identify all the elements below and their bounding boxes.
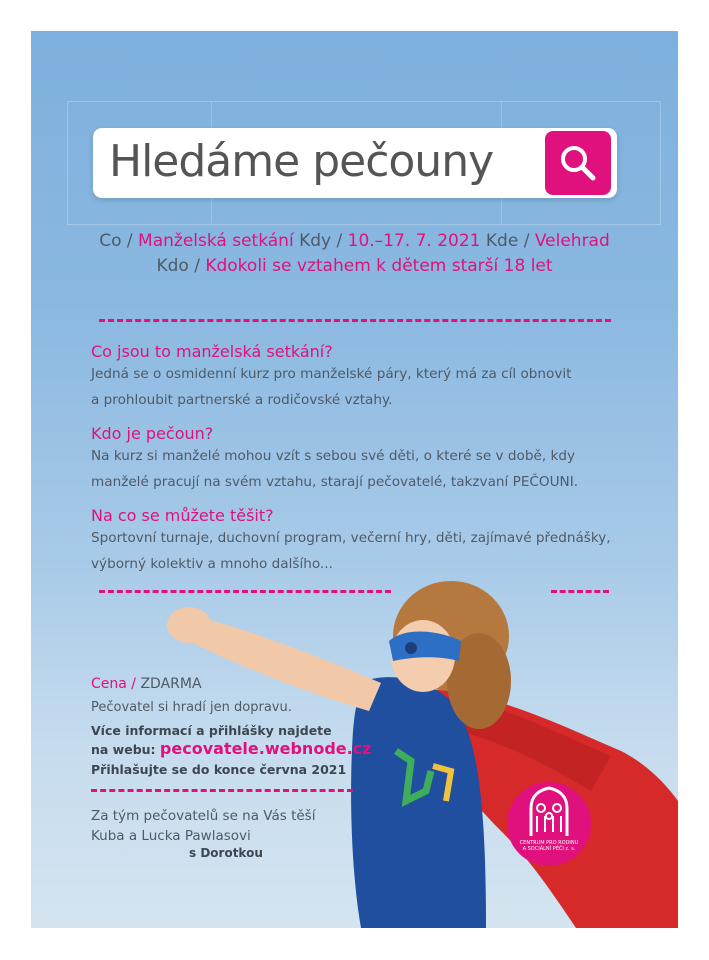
organization-logo — [507, 782, 591, 866]
kde-label: Kde / — [485, 231, 530, 251]
logo-text — [507, 840, 591, 852]
more-info-web-line — [91, 739, 372, 758]
co-label: Co / — [99, 231, 133, 251]
poster — [31, 31, 678, 928]
logo-text-line: CENTRUM PRO RODINU — [519, 840, 579, 846]
search-text: Hledáme pečouny — [109, 136, 494, 187]
section-question: Co jsou to manželská setkání? — [91, 342, 333, 361]
signature-child: s Dorotkou — [189, 846, 263, 860]
family-arch-icon — [507, 782, 591, 842]
section-text: manželé pracují na svém vztahu, starají pečovatelé, takzvaní PEČOUNI. — [91, 474, 579, 490]
website-link[interactable]: pecovatele.webnode.cz — [159, 739, 372, 758]
price-value: ZDARMA — [140, 676, 202, 692]
price-line — [91, 676, 202, 692]
price-note: Pečovatel si hradí jen dopravu. — [91, 700, 292, 715]
section-text: a prohloubit partnerské a rodičovské vztahy. — [91, 392, 393, 408]
dashed-divider — [551, 590, 609, 593]
signature-names: Kuba a Lucka Pawlasovi — [91, 828, 251, 844]
co-value: Manželská setkání — [138, 231, 294, 251]
kdo-label: Kdo / — [156, 256, 200, 276]
kde-value: Velehrad — [534, 231, 610, 251]
signature-line: Za tým pečovatelů se na Vás těší — [91, 808, 316, 824]
kdy-value: 10.–17. 7. 2021 — [347, 231, 481, 251]
kdo-value: Kdokoli se vztahem k dětem starší 18 let — [205, 256, 553, 276]
price-label: Cena / — [91, 676, 137, 692]
dashed-divider — [99, 590, 391, 593]
logo-text-line: A SOCIÁLNÍ PÉČI z. s. — [522, 846, 576, 852]
section-text: Na kurz si manželé mohou vzít s sebou své děti, o které se v době, kdy — [91, 448, 576, 464]
section-question: Kdo je pečoun? — [91, 424, 214, 443]
web-label: na webu: — [91, 742, 156, 757]
dashed-divider — [91, 789, 353, 792]
deadline-text: Přihlašujte se do konce června 2021 — [91, 762, 347, 777]
section-text: výborný kolektiv a mnoho dalšího... — [91, 556, 333, 572]
more-info-text: Více informací a přihlášky najdete — [91, 723, 332, 738]
kdy-label: Kdy / — [299, 231, 343, 251]
section-text: Sportovní turnaje, duchovní program, večerní hry, děti, zajímavé přednášky, — [91, 530, 611, 546]
section-question: Na co se můžete těšit? — [91, 506, 274, 525]
section-text: Jedná se o osmidenní kurz pro manželské páry, který má za cíl obnovit — [91, 366, 572, 382]
